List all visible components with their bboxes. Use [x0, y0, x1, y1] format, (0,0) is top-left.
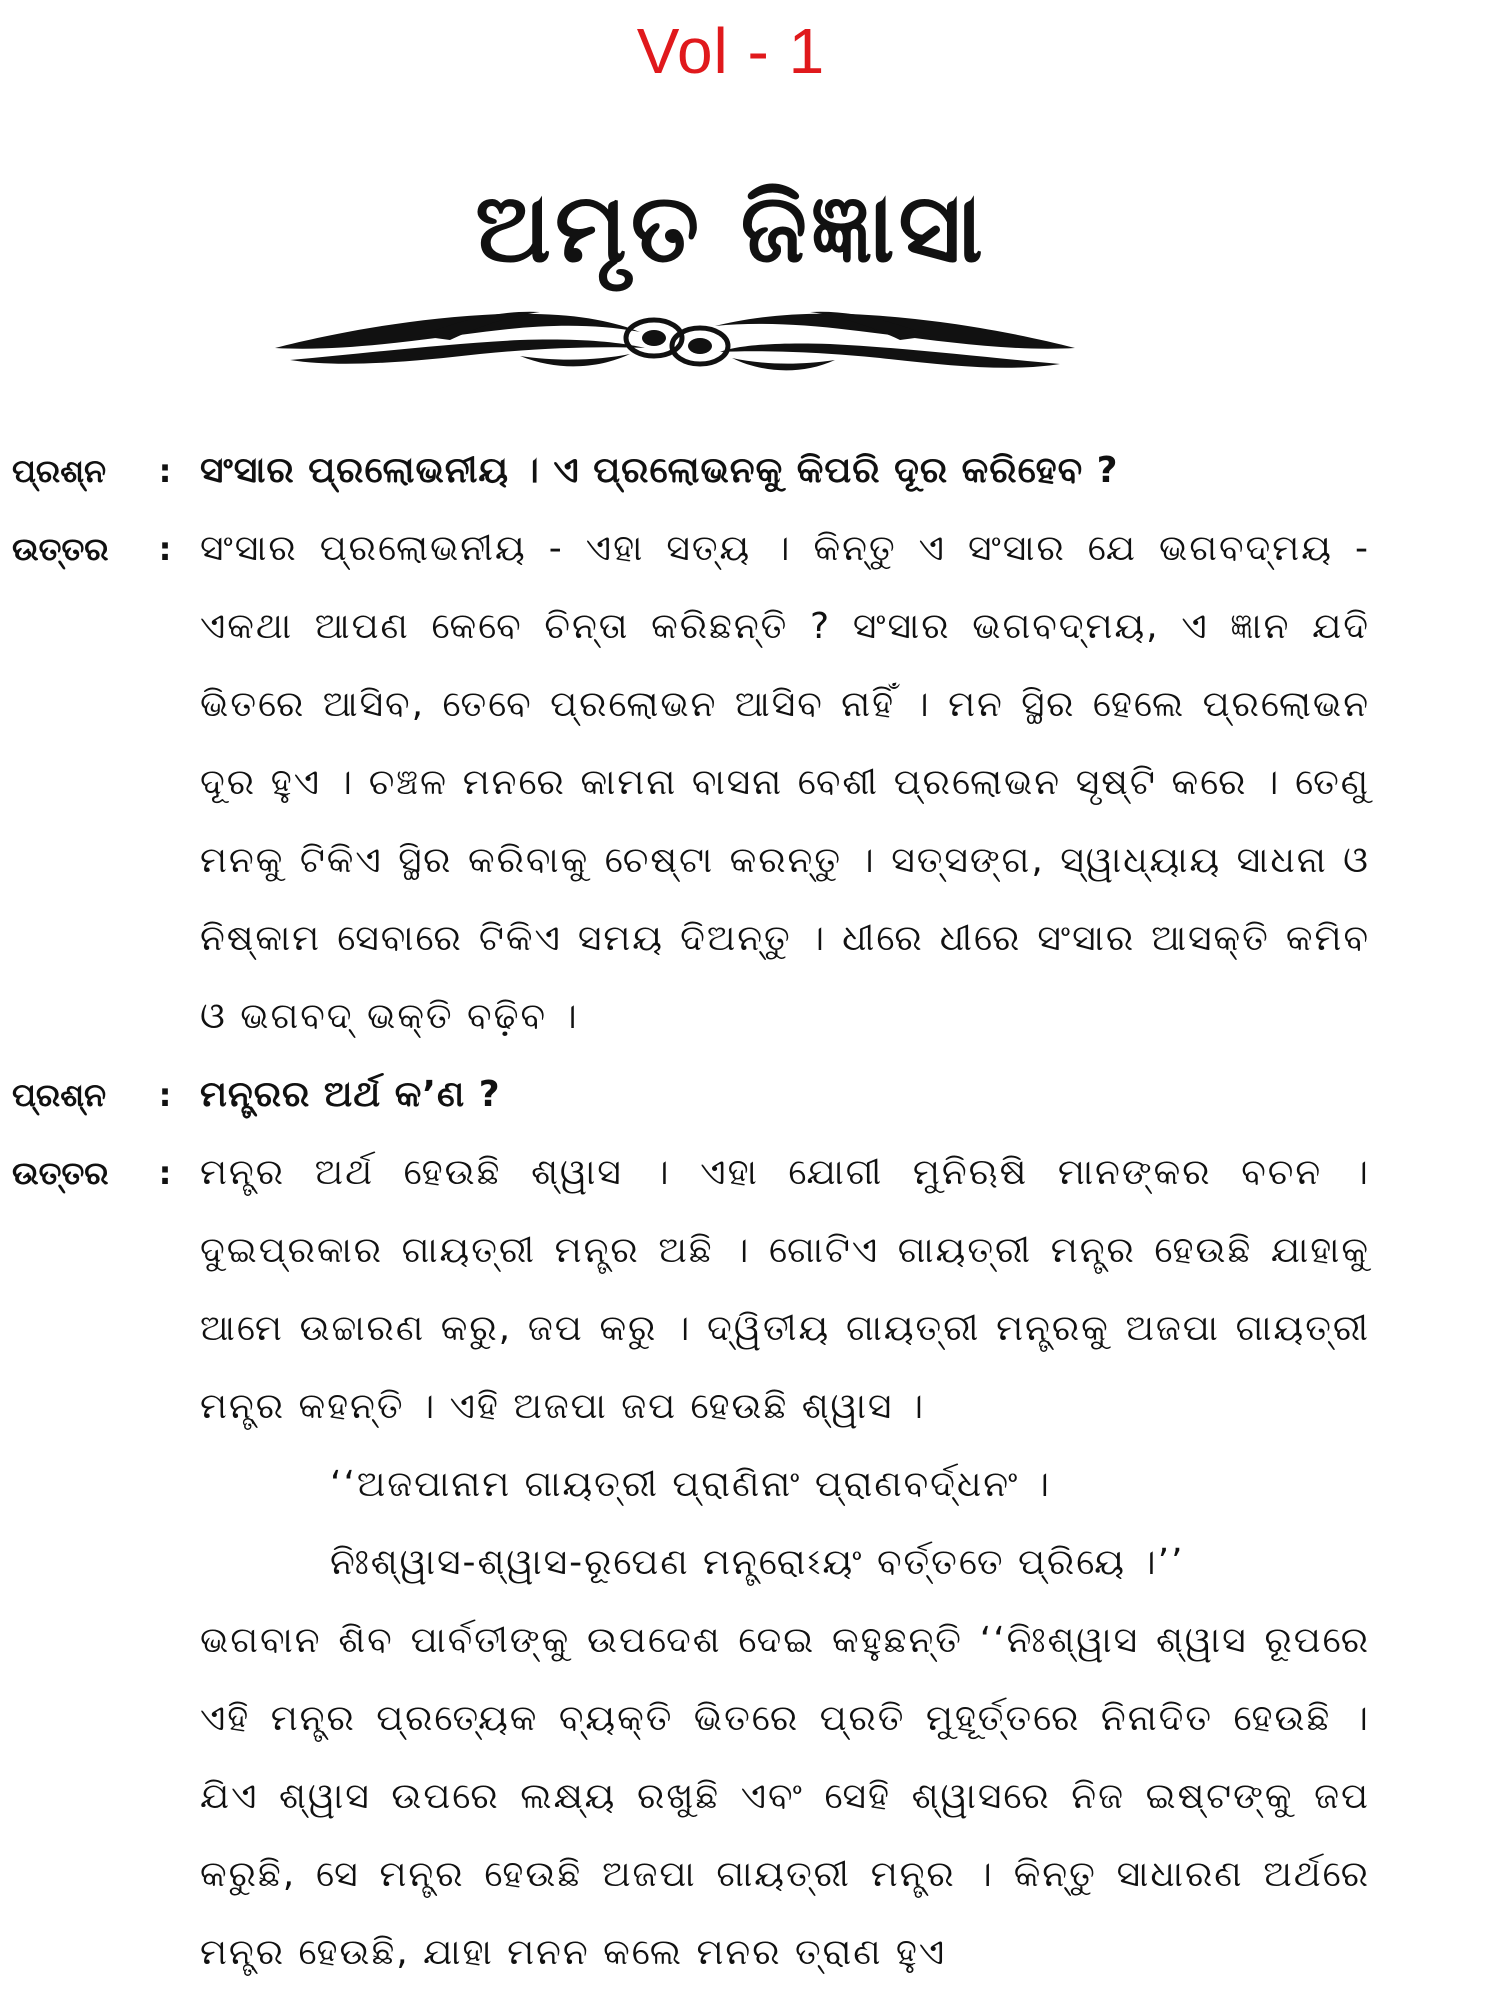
answer-row — [0, 510, 1500, 1056]
decorative-swirl-divider-icon — [270, 296, 1080, 380]
answer-text: ସଂସାର ପ୍ରଲୋଭନୀୟ - ଏହା ସତ୍ୟ । କିନ୍ତୁ ଏ ସଂସାର ଯେ ଭଗବଦ୍‌ମୟ - ଏକଥା ଆପଣ କେବେ ଚିନ୍ତା କରିଛନ୍ତି ? ସଂସାର ଭଗବଦ୍‌ମୟ, ଏ ଜ୍ଞାନ ଯଦି ଭିତରେ ଆସିବ, ତେବେ ପ୍ରଲୋଭନ ଆସିବ ନାହିଁ । ମନ ସ୍ଥିର ହେଲେ ପ୍ରଲୋଭନ ଦୂର ହୁଏ । ଚଞ୍ଚଳ ମନରେ କାମନା ବାସନା ବେଶୀ ପ୍ରଲୋଭନ ସୃଷ୍ଟି କରେ । ତେଣୁ ମନକୁ ଟିକିଏ ସ୍ଥିର କରିବାକୁ ଚେଷ୍ଟା କରନ୍ତୁ । ସତ୍‌ସଙ୍ଗ, ସ୍ୱାଧ୍ୟାୟ ସାଧନା ଓ ନିଷ୍କାମ ସେବାରେ ଟିକିଏ ସମୟ ଦିଅନ୍ତୁ । ଧୀରେ ଧୀରେ ସଂସାର ଆସକ୍ତି କମିବ ଓ ଭଗବଦ୍ ଭକ୍ତି ବଢ଼ିବ । — [200, 528, 1370, 1037]
page-title: ଅମୃତ ଜିଜ୍ଞାସା — [475, 172, 987, 284]
answer-text: ମନ୍ତ୍ର ଅର୍ଥ ହେଉଛି ଶ୍ୱାସ । ଏହା ଯୋଗୀ ମୁନିଋଷି ମାନଙ୍କର ବଚନ । ଦୁଇପ୍ରକାର ଗାୟତ୍ରୀ ମନ୍ତ୍ର ଅଛି । ଗୋଟିଏ ଗାୟତ୍ରୀ ମନ୍ତ୍ର ହେଉଛି ଯାହାକୁ ଆମେ ଉଚ୍ଚାରଣ କରୁ, ଜପ କରୁ । ଦ୍ୱିତୀୟ ଗାୟତ୍ରୀ ମନ୍ତ୍ରକୁ ଅଜପା ଗାୟତ୍ରୀ ମନ୍ତ୍ର କହନ୍ତି । ଏହି ଅଜପା ଜପ ହେଉଛି ଶ୍ୱାସ । — [200, 1152, 1370, 1427]
verse-line-1: ‘‘ଅଜପାନାମ ଗାୟତ୍ରୀ ପ୍ରାଣିନାଂ ପ୍ରାଣବର୍ଦ୍ଧନଂ । — [330, 1464, 1051, 1505]
question-text: ମନ୍ତ୍ରର ଅର୍ଥ କ’ଣ ? — [200, 1074, 501, 1115]
question-label: ପ୍ରଶ୍ନ — [12, 452, 107, 490]
answer-label: ଉତ୍ତର — [12, 1154, 109, 1192]
qa-content — [0, 432, 1500, 1992]
answer-label: ଉତ୍ତର — [12, 530, 109, 568]
question-row — [0, 432, 1500, 510]
volume-label: Vol - 1 — [636, 15, 826, 87]
label-colon: : — [158, 452, 172, 490]
question-label: ପ୍ରଶ୍ନ — [12, 1076, 107, 1114]
verse-line-2: ନିଃଶ୍ୱାସ-ଶ୍ୱାସ-ରୂପେଣ ମନ୍ତ୍ରୋଽୟଂ ବର୍ତ୍ତତେ ପ୍ରିୟେ ।’’ — [330, 1542, 1185, 1583]
label-colon: : — [158, 1154, 172, 1192]
question-row — [0, 1056, 1500, 1134]
question-text: ସଂସାର ପ୍ରଲୋଭନୀୟ । ଏ ପ୍ରଲୋଭନକୁ କିପରି ଦୂର କରିହେବ ? — [200, 450, 1119, 491]
label-colon: : — [158, 530, 172, 568]
label-colon: : — [158, 1076, 172, 1114]
closing-paragraph: ଭଗବାନ ଶିବ ପାର୍ବତୀଙ୍କୁ ଉପଦେଶ ଦେଇ କହୁଛନ୍ତି ‘‘ନିଃଶ୍ୱାସ ଶ୍ୱାସ ରୂପରେ ଏହି ମନ୍ତ୍ର ପ୍ରତ୍ୟେକ ବ୍ୟକ୍ତି ଭିତରେ ପ୍ରତି ମୁହୂର୍ତ୍ତରେ ନିନାଦିତ ହେଉଛି । ଯିଏ ଶ୍ୱାସ ଉପରେ ଲକ୍ଷ୍ୟ ରଖୁଛି ଏବଂ ସେହି ଶ୍ୱାସରେ ନିଜ ଇଷ୍ଟଙ୍କୁ ଜପ କରୁଛି, ସେ ମନ୍ତ୍ର ହେଉଛି ଅଜପା ଗାୟତ୍ରୀ ମନ୍ତ୍ର । କିନ୍ତୁ ସାଧାରଣ ଅର୍ଥରେ ମନ୍ତ୍ର ହେଉଛି, ଯାହା ମନନ କଲେ ମନର ତ୍ରାଣ ହୁଏ — [200, 1620, 1370, 1973]
answer-row — [0, 1134, 1500, 1446]
